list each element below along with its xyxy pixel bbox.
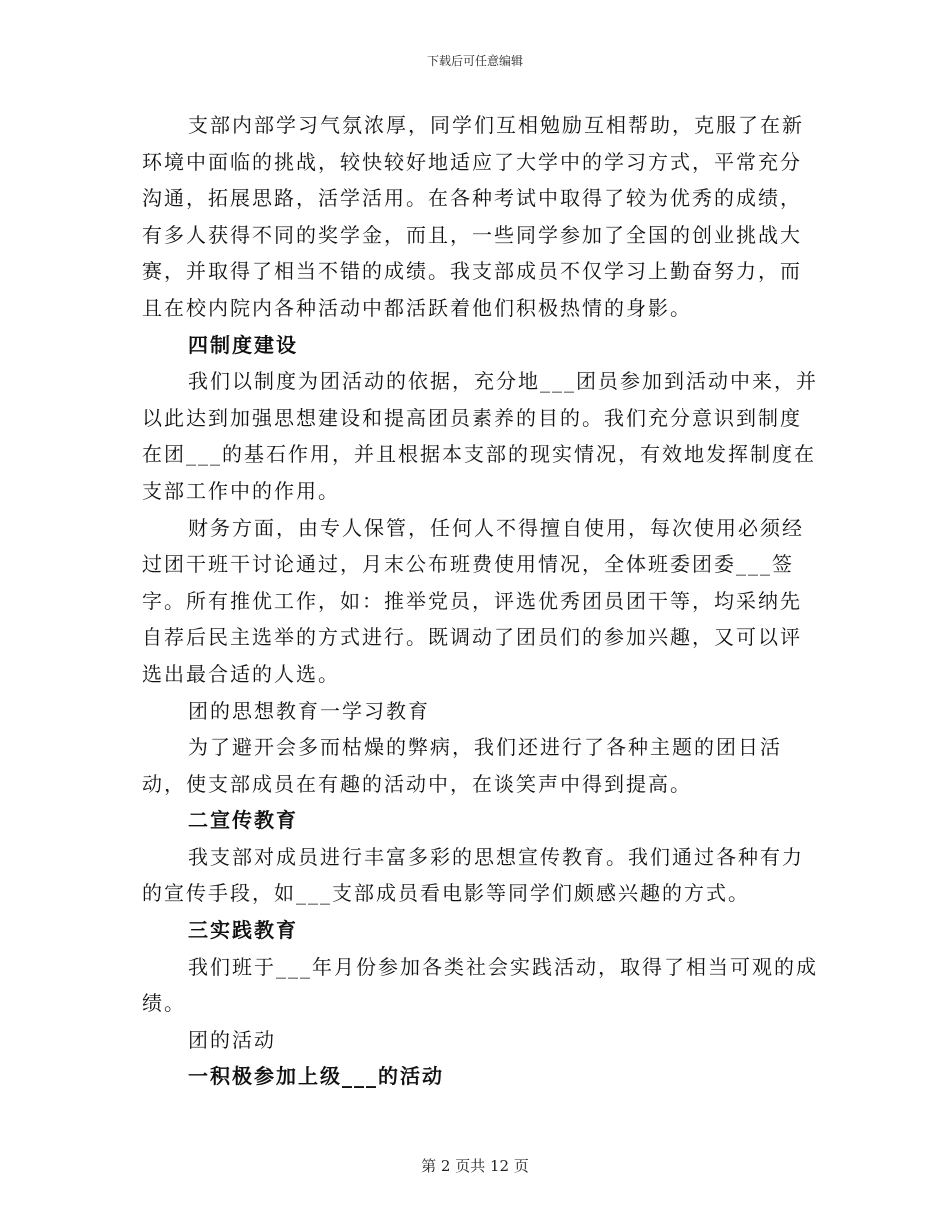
page-footer: 第 2 页共 12 页 <box>421 1157 529 1175</box>
paragraph-system-basis: 我们以制度为团活动的依据，充分地___团员参加到活动中来，并以此达到加强思想建设和提高团员素养的目的。我们充分意识到制度在团___的基石作用，并且根据本支部的现实情况，有效地发挥制度在支部工作中的作用。 <box>142 369 818 503</box>
paragraph-study-atmosphere: 支部内部学习气氛浓厚，同学们互相勉励互相帮助，克服了在新环境中面临的挑战，较快较好地适应了大学中的学习方式，平常充分沟通，拓展思路，活学活用。在各种考试中取得了较为优秀的成绩，有多人获得不同的奖学金，而且，一些同学参加了全国的创业挑战大赛，并取得了相当不错的成绩。我支部成员不仅学习上勤奋努力，而且在校内院内各种活动中都活跃着他们积极热情的身影。 <box>142 113 804 320</box>
section-heading-system-building: 四制度建设 <box>188 332 298 357</box>
document-body <box>142 107 822 1095</box>
paragraph-practice: 我们班于___年月份参加各类社会实践活动，取得了相当可观的成绩。 <box>142 954 818 1016</box>
paragraph-finance: 财务方面，由专人保管，任何人不得擅自使用，每次使用必须经过团干班干讨论通过，月末公布班费使用情况，全体班委团委___签字。所有推优工作，如：推举党员，评选优秀团员团干等，均采纳先自荐后民主选举的方式进行。既调动了团员们的参加兴趣，又可以评选出最合适的人选。 <box>142 515 804 686</box>
paragraph-theme-activities: 为了避开会多而枯燥的弊病，我们还进行了各种主题的团日活动，使支部成员在有趣的活动中，在谈笑声中得到提高。 <box>142 735 782 796</box>
section-heading-participate-activities: 一积极参加上级___的活动 <box>188 1064 444 1089</box>
section-heading-practice-education: 三实践教育 <box>188 918 298 943</box>
paragraph-league-activities: 团的活动 <box>188 1027 276 1052</box>
page-header: 下载后可任意编辑 <box>426 54 523 68</box>
paragraph-ideological-education: 团的思想教育一学习教育 <box>188 698 430 723</box>
section-heading-publicity-education: 二宣传教育 <box>188 808 298 833</box>
paragraph-publicity: 我支部对成员进行丰富多彩的思想宣传教育。我们通过各种有力的宣传手段，如___支部成员看电影等同学们颇感兴趣的方式。 <box>142 844 804 906</box>
